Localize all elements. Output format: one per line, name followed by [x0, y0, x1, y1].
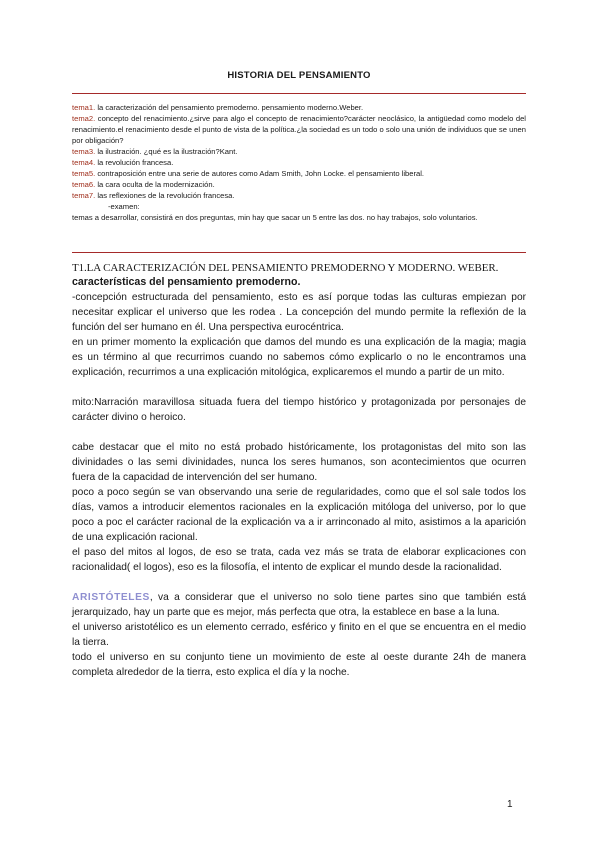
- topic-item: [72, 102, 526, 113]
- paragraph: el paso del mitos al logos, de eso se trata, cada vez más se trata de elaborar explicaciones con racionalidad( el logos), eso es la filosofía, el intento de explicar el mundo desde la racionalidad.: [72, 547, 526, 573]
- exam-label: -examen:: [108, 202, 140, 211]
- spacer: [72, 380, 526, 395]
- topic-text: concepto del renacimiento.¿sirve para algo el concepto de renacimiento?carácter neoclásico, la antigüedad como modelo del renacimiento.el renacimiento desde el punto de vista de la política.¿la sociedad es un todo o solo una unión de individuos que se unen por obligación?: [72, 114, 526, 145]
- spacer: [72, 425, 526, 440]
- topic-item: [72, 146, 526, 157]
- page-number: 1: [507, 799, 513, 810]
- section-divider: [72, 252, 526, 253]
- topic-item: [72, 113, 526, 146]
- paragraph: en un primer momento la explicación que damos del mundo es una explicación de la magia; magia es un término al que recurrimos cuando no sabemos cómo explicarlo o no le encontramos una explicación, recurrimos a una explicación mitológica, explicaremos el mundo a partir de un mito.: [72, 337, 526, 378]
- highlighted-name: ARISTÓTELES: [72, 592, 150, 603]
- topic-item: [72, 157, 526, 168]
- section-subheading: características del pensamiento premoderno.: [72, 276, 301, 288]
- topic-item: [72, 168, 526, 179]
- title-divider: [72, 93, 526, 94]
- paragraph-definition: mito:Narración maravillosa situada fuera del tiempo histórico y protagonizada por personajes de carácter divino o heroico.: [72, 397, 526, 423]
- topic-tag: tema1.: [72, 103, 96, 112]
- topic-text: la ilustración. ¿qué es la ilustración?Kant.: [95, 147, 238, 156]
- spacer: [72, 575, 526, 590]
- paragraph: -concepción estructurada del pensamiento, esto es así porque todas las culturas empiezan por necesitar explicar el universo que les rodea . La concepción del mundo permite la reflexión de la función del ser humano en él. Una perspectiva eurocéntrica.: [72, 292, 526, 333]
- paragraph: todo el universo en su conjunto tiene un movimiento de este al oeste durante 24h de manera completa alrededor de la tierra, esto explica el día y la noche.: [72, 652, 526, 678]
- topics-list: [72, 102, 526, 223]
- paragraph: poco a poco según se van observando una serie de regularidades, como que el sol sale todos los días, vamos a introducir elementos racionales en la explicación mitóloga del universo, por lo que poco a poc el carácter racional de la explicación va a ir arrinconado al mito, asistimos a la aparición de una explicación racional.: [72, 487, 526, 543]
- topic-text: la cara oculta de la modernización.: [95, 180, 215, 189]
- topic-tag: tema7.: [72, 191, 96, 200]
- section-heading: T1.LA CARACTERIZACIÓN DEL PENSAMIENTO PREMODERNO Y MODERNO. WEBER.: [72, 262, 499, 274]
- paragraph-aristoteles: [72, 590, 526, 620]
- topic-text: la revolución francesa.: [95, 158, 174, 167]
- document-title: HISTORIA DEL PENSAMIENTO: [227, 70, 371, 81]
- paragraph: cabe destacar que el mito no está probado históricamente, los protagonistas del mito son las divinidades o las semi divinidades, nunca los seres humanos, son acontecimientos que ocurren fuera de la capacidad de intervención del ser humano.: [72, 442, 526, 483]
- topic-text: la caracterización del pensamiento premoderno. pensamiento moderno.Weber.: [95, 103, 364, 112]
- section-t1: [72, 262, 526, 680]
- topic-text: contraposición entre una serie de autores como Adam Smith, John Locke. el pensamiento liberal.: [95, 169, 425, 178]
- topic-tag: tema2.: [72, 114, 96, 123]
- topic-tag: tema3.: [72, 147, 96, 156]
- exam-text: temas a desarrollar, consistirá en dos preguntas, min hay que sacar un 5 entre las dos. no hay trabajos, solo voluntarios.: [72, 213, 478, 222]
- topic-tag: tema4.: [72, 158, 96, 167]
- topic-text: las reflexiones de la revolución francesa.: [95, 191, 235, 200]
- topic-item: [72, 179, 526, 190]
- paragraph: el universo aristotélico es un elemento cerrado, esférico y finito en el que se encuentra en el medio la tierra.: [72, 622, 526, 648]
- topic-tag: tema6.: [72, 180, 96, 189]
- paragraph-text: , va a considerar que el universo no solo tiene partes sino que también está jerarquizado, hay un parte que es mejor, más perfecta que otra, la establece en base a la luna.: [72, 592, 526, 618]
- topic-item: [72, 190, 526, 201]
- topic-tag: tema5.: [72, 169, 96, 178]
